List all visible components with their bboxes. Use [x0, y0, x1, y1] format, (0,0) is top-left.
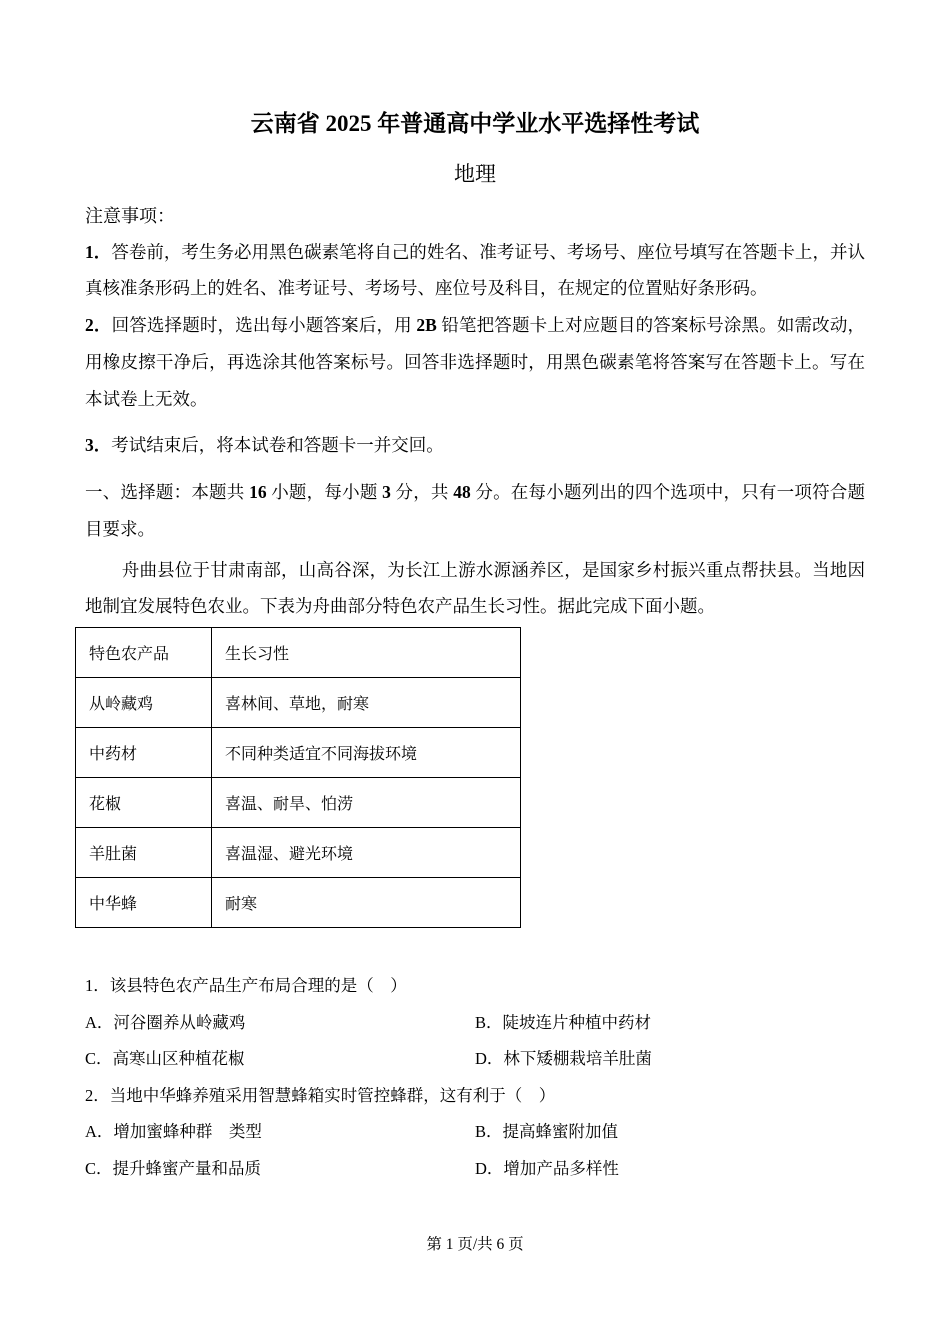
question-2-option-d: D．增加产品多样性: [475, 1158, 619, 1178]
table-row: [76, 728, 521, 778]
table-cell-habit: 喜温、耐旱、怕涝: [212, 778, 521, 828]
table-row: [76, 678, 521, 728]
table-header-product: 特色农产品: [76, 628, 212, 678]
question-2-options: [85, 1114, 865, 1187]
question-1-option-a: A．河谷圈养从岭藏鸡: [85, 1012, 246, 1032]
question-2: [85, 1078, 865, 1188]
table-cell-habit: 喜温湿、避光环境: [212, 828, 521, 878]
table-row: [76, 778, 521, 828]
table-cell-product: 中药材: [76, 728, 212, 778]
table-cell-habit: 不同种类适宜不同海拔环境: [212, 728, 521, 778]
table-header-habit: 生长习性: [212, 628, 521, 678]
question-1-option-c: C．高寒山区种植花椒: [85, 1049, 245, 1069]
table-cell-habit: 耐寒: [212, 878, 521, 928]
question-1: [85, 968, 865, 1078]
notice-item-3: 3．考试结束后，将本试卷和答题卡一并交回。: [85, 435, 444, 456]
questions-section: [85, 968, 865, 1187]
table-row: [76, 828, 521, 878]
question-2-option-b: B．提高蜂蜜附加值: [475, 1122, 619, 1142]
table-cell-product: 从岭藏鸡: [76, 678, 212, 728]
notice-item-1: 1．答卷前，考生务必用黑色碳素笔将自己的姓名、准考证号、考场号、座位号填写在答题卡上，并认真核准条形码上的姓名、准考证号、考场号、座位号及科目，在规定的位置贴好条形码。: [85, 241, 866, 299]
exam-title: 云南省 2025 年普通高中学业水平选择性考试: [250, 111, 700, 136]
table-row: [76, 878, 521, 928]
question-1-stem: 1．该县特色农产品生产布局合理的是（ ）: [85, 976, 407, 996]
table-cell-product: 羊肚菌: [76, 828, 212, 878]
question-1-option-b: B．陡坡连片种植中药材: [475, 1012, 652, 1032]
section-one-heading: 一、选择题：本题共 16 小题，每小题 3 分，共 48 分。在每小题列出的四个选项中，只有一项符合题目要求。: [85, 482, 866, 539]
notices-heading: 注意事项：: [85, 205, 175, 226]
page-footer: 第 1 页/共 6 页: [426, 1236, 524, 1253]
crops-table: [75, 627, 521, 928]
exam-subject: 地理: [454, 162, 496, 187]
table-cell-product: 中华蜂: [76, 878, 212, 928]
table-cell-habit: 喜林间、草地，耐寒: [212, 678, 521, 728]
question-2-stem: 2．当地中华蜂养殖采用智慧蜂箱实时管控蜂群，这有利于（ ）: [85, 1085, 556, 1105]
question-1-options: [85, 1005, 865, 1078]
table-cell-product: 花椒: [76, 778, 212, 828]
question-2-option-c: C．提升蜂蜜产量和品质: [85, 1158, 262, 1178]
notice-item-2: 2．回答选择题时，选出每小题答案后，用 2B 铅笔把答题卡上对应题目的答案标号涂黑。如需改动，用橡皮擦干净后，再选涂其他答案标号。回答非选择题时，用黑色碳素笔将答案写在答题卡上。写在本试卷上无效。: [85, 315, 866, 409]
question-2-option-a: A．增加蜜蜂种群 类型: [85, 1122, 262, 1142]
question-1-option-d: D．林下矮棚栽培羊肚菌: [475, 1049, 652, 1069]
question-passage: 舟曲县位于甘肃南部，山高谷深，为长江上游水源涵养区，是国家乡村振兴重点帮扶县。当地因地制宜发展特色农业。下表为舟曲部分特色农产品生长习性。据此完成下面小题。: [85, 559, 865, 617]
table-header-row: [76, 628, 521, 678]
